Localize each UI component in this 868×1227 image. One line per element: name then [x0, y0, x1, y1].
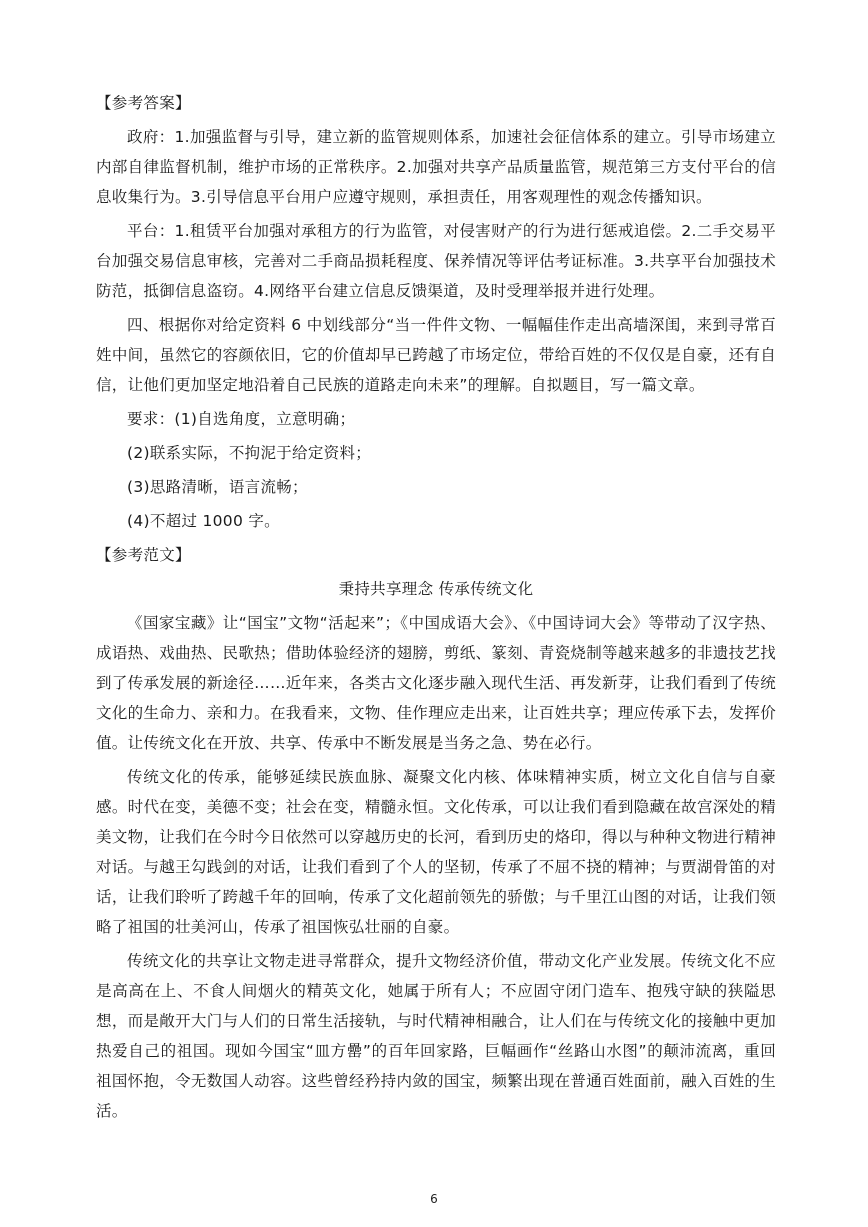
sample-heading: 【参考范文】 — [96, 546, 191, 564]
requirement-4: (4)不超过 1000 字。 — [127, 512, 280, 530]
essay-paragraph-2: 传统文化的传承，能够延续民族血脉、凝聚文化内核、体味精神实质，树立文化自信与自豪感。时代在变，美德不变；社会在变，精髓永恒。文化传承，可以让我们看到隐藏在故宫深处的精美文物，让我们在今时今日依然可以穿越历史的长河，看到历史的烙印，得以与种种文物进行精神对话。与越王勾践剑的对话，让我们看到了个人的坚韧，传承了不屈不挠的精神；与贾湖骨笛的对话，让我们聆听了跨越千年的回响，传承了文化超前领先的骄傲；与千里江山图的对话，让我们领略了祖国的壮美河山，传承了祖国恢弘壮丽的自豪。 — [96, 768, 776, 936]
page-content — [96, 88, 776, 1130]
essay-paragraph-1: 《国家宝藏》让“国宝”文物“活起来”；《中国成语大会》、《中国诗词大会》等带动了汉字热、成语热、戏曲热、民歌热；借助体验经济的翅膀，剪纸、篆刻、青瓷烧制等越来越多的非遗技艺找到了传承发展的新途径……近年来，各类古文化逐步融入现代生活、再发新芽，让我们看到了传统文化的生命力、亲和力。在我看来，文物、佳作理应走出来，让百姓共享；理应传承下去，发挥价值。让传统文化在开放、共享、传承中不断发展是当务之急、势在必行。 — [96, 614, 776, 752]
essay-title: 秉持共享理念 传承传统文化 — [338, 580, 534, 598]
requirement-1: 要求：(1)自选角度，立意明确； — [127, 410, 356, 428]
answer-heading: 【参考答案】 — [96, 94, 191, 112]
essay-paragraph-3: 传统文化的共享让文物走进寻常群众，提升文物经济价值，带动文化产业发展。传统文化不应是高高在上、不食人间烟火的精英文化，她属于所有人；不应固守闭门造车、抱残守缺的狭隘思想，而是敞开大门与人们的日常生活接轨，与时代精神相融合，让人们在与传统文化的接触中更加热爱自己的祖国。现如今国宝“皿方罍”的百年回家路，巨幅画作“丝路山水图”的颠沛流离，重回祖国怀抱，令无数国人动容。这些曾经矜持内敛的国宝，频繁出现在普通百姓面前，融入百姓的生活。 — [96, 952, 776, 1120]
paragraph-platform: 平台：1.租赁平台加强对承租方的行为监管，对侵害财产的行为进行惩戒追偿。2.二手交易平台加强交易信息审核，完善对二手商品损耗程度、保养情况等评估考证标准。3.共享平台加强技术防范，抵御信息盗窃。4.网络平台建立信息反馈渠道，及时受理举报并进行处理。 — [96, 222, 776, 300]
requirement-3: (3)思路清晰，语言流畅； — [127, 478, 308, 496]
question-four: 四、根据你对给定资料 6 中划线部分“当一件件文物、一幅幅佳作走出高墙深闺，来到寻常百姓中间，虽然它的容颜依旧，它的价值却早已跨越了市场定位，带给百姓的不仅仅是自豪，还有自信，让他们更加坚定地沿着自己民族的道路走向未来”的理解。自拟题目，写一篇文章。 — [96, 316, 776, 394]
page-number: 6 — [430, 1192, 438, 1206]
requirement-2: (2)联系实际，不拘泥于给定资料； — [127, 444, 372, 462]
paragraph-government: 政府：1.加强监督与引导，建立新的监管规则体系，加速社会征信体系的建立。引导市场建立内部自律监督机制，维护市场的正常秩序。2.加强对共享产品质量监管，规范第三方支付平台的信息收集行为。3.引导信息平台用户应遵守规则，承担责任，用客观理性的观念传播知识。 — [96, 128, 776, 206]
